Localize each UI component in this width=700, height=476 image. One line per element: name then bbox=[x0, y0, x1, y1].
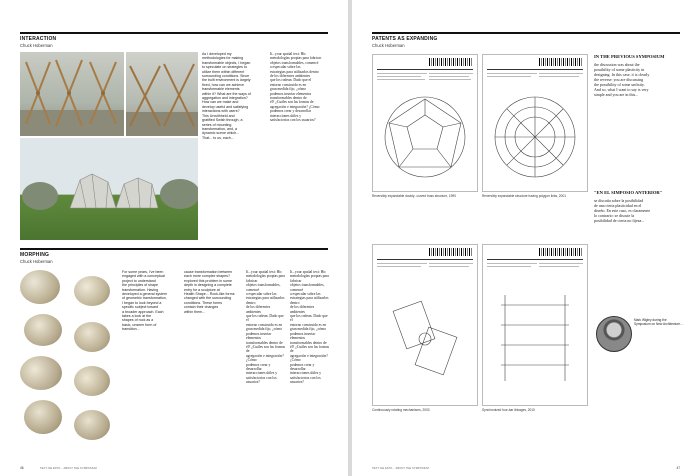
photo-interaction-1 bbox=[20, 52, 124, 136]
section-rule-top-right bbox=[372, 32, 680, 34]
quote-subbody: se discutía sobre la posibilidad de una cierta plasticidad en el diseño. En este caso, es claramente lo contrario: se discute la posibilidad de cierta no fijeza... bbox=[594, 198, 651, 223]
photo-interaction-2 bbox=[126, 52, 198, 136]
rock-image-8 bbox=[74, 410, 110, 440]
body-column-en-2: For some years, I've been engaged with a conceptual project to understand the principles of shape transformation. Having developed a general system of geometric transformation, I began to look beyond a specific subject toward a broader approach. Each takes a look at the shapes of rock as a basic, unseen form of transition... bbox=[122, 270, 167, 332]
body-column-en-3: cause transformation between each more complex shapes? explored this problem in some depth in designing a complete entry for a sculpture at Health Shape... Rock-like forms changed with the surrounding conditions. These forms contain their changes within them... bbox=[184, 270, 235, 314]
page-number-right: 47 bbox=[676, 466, 680, 470]
body-column-en-1: As I developed my methodologies for making transformable objects, I began to speculate on strategies to utilize them within different surrounding conditions. Since the built environment is largely fixed, how can we achieve transformable elements within it? What are the ways of aggregation and integration? How can we make and develop useful and satisfying interactions with users? This Unwithheld and gratified Swish through, a series of mounting transformation, and, a dynamic scene which... That... to us, each... bbox=[202, 52, 251, 140]
rock-image-5 bbox=[74, 276, 110, 306]
body-column-es-1: It...your spatial text: Hic metodologías propias para fabricar objetos transformables, comencé a especular sobre las estrategias para utilizarlos dentro de los diferentes ambientes que los rodean. Dado que el entorno construido es en gran medida fijo, ¿cómo podemos insertar elementos transformables dentro de él? ¿Cuáles son las formas de agregación e integración? ¿Cómo podemos crear y desarrollar interacciones útiles y satisfactorias con los usuarios? bbox=[270, 52, 322, 123]
author-portrait-caption: Mark Wigley during the Symposium on New Architecture... bbox=[634, 318, 683, 326]
patent-caption-1: Reversibly expandable doubly- curved truss structure, 1990 bbox=[372, 194, 456, 198]
author-portrait bbox=[596, 316, 632, 352]
patent-caption-4: Synchronized four-bar linkages, 2010 bbox=[482, 408, 535, 412]
rock-image-7 bbox=[74, 366, 110, 396]
patent-document-2 bbox=[482, 54, 588, 192]
patent-caption-3: Continuously rotating mechanisms, 2003 bbox=[372, 408, 430, 412]
section-author-morphing: Chuck Hoberman bbox=[20, 259, 53, 264]
rock-sequence bbox=[20, 270, 68, 450]
photo-interaction-3 bbox=[20, 138, 198, 240]
body-column-es-2: It...your spatial text: Hic metodologías propias para fabricar objetos transformables, comencé a especular sobre las estrategias para utilizarlos dentro de los diferentes ambientes que los rodean. Dado que el entorno construido es en gran medida fijo, ¿cómo podemos insertar elementos transformables dentro de él? ¿Cuáles son las formas de agregación e integración? ¿Cómo podemos crear y desarrollar interacciones útiles y satisfactorias con los usuarios? bbox=[246, 270, 286, 385]
quote-subheading: "EN EL SIMPOSIO ANTERIOR" bbox=[594, 190, 663, 195]
section-author-patents: Chuck Hoberman bbox=[372, 43, 405, 48]
left-page bbox=[0, 0, 348, 476]
patent-document-3 bbox=[372, 244, 478, 406]
page-footer-right: TEXT: DE ESTO... ABOUT THE SYMPOSIUM bbox=[372, 467, 429, 470]
section-rule-mid bbox=[20, 248, 328, 250]
patent-document-4 bbox=[482, 244, 588, 406]
rock-image-6 bbox=[74, 322, 110, 352]
right-page bbox=[352, 0, 700, 476]
rock-sequence-2 bbox=[74, 270, 118, 450]
rock-image-2 bbox=[24, 314, 62, 346]
quote-body: the discussion was about the possibility of some plasticity in designing. In this case, it is clearly the reverse: you are discussing the possibility of some unfixity. And so, what I want to say is very simple and you are in this... bbox=[594, 62, 650, 97]
rock-image-4 bbox=[24, 400, 62, 434]
page-footer-left: TEXT: DE ESTO... ABOUT THE SYMPOSIUM bbox=[40, 467, 97, 470]
patent-document-1 bbox=[372, 54, 478, 192]
rock-image-1 bbox=[20, 270, 60, 304]
section-title-interaction: INTERACTION bbox=[20, 36, 57, 42]
patent-caption-2: Reversibly expandable structure having polygon links, 2001 bbox=[482, 194, 566, 198]
body-column-es-3: It...your spatial text: Hic metodologías propias para fabricar objetos transformables, comencé a especular sobre las estrategias para utilizarlos dentro de los diferentes ambientes que los rodean. Dado que el entorno construido es en gran medida fijo, ¿cómo podemos insertar elementos transformables dentro de él? ¿Cuáles son las formas de agregación e integración? ¿Cómo podemos crear y desarrollar interacciones útiles y satisfactorias con los usuarios? bbox=[290, 270, 330, 385]
section-author-interaction: Chuck Hoberman bbox=[20, 43, 53, 48]
section-title-morphing: MORPHING bbox=[20, 252, 50, 258]
page-number-left: 46 bbox=[20, 466, 24, 470]
rock-image-3 bbox=[20, 356, 62, 390]
section-rule-top bbox=[20, 32, 328, 34]
section-title-patents: PATENTS AS EXPANDING bbox=[372, 36, 438, 42]
quote-heading: IN THE PREVIOUS SYMPOSIUM bbox=[594, 54, 665, 59]
